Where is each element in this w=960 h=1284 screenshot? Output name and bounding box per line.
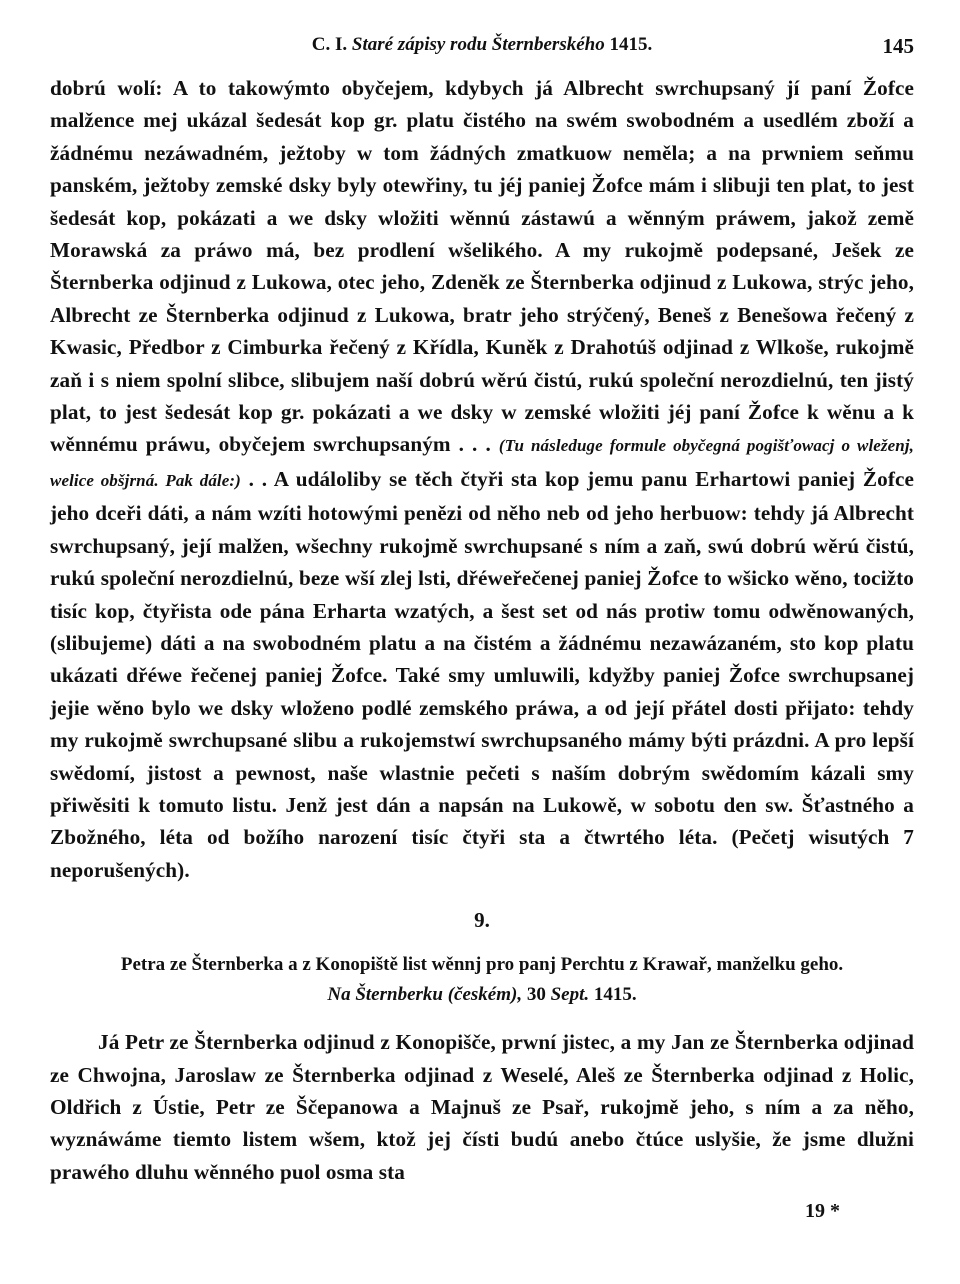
section-number: 9. xyxy=(474,908,490,933)
page xyxy=(50,34,914,1188)
header-title xyxy=(50,34,914,56)
dateline-day: 30 xyxy=(526,984,546,1006)
text-part-2: . . A událoliby se těch čtyři sta kop jemu panu Erhartowi paniej Žofce jeho dceři dáti, a nám wzíti hotowými penězi od něho neb od jeho herbuow: tehdy já Albrecht swrchupsaný, její malžen, wšechny rukojmě swrchupsané s ním a zaň, swú dobrú wěrú čistú, rukú společní nerozdielnú, beze wší zlej lsti, dřéweřečenej paniej Žofce to wšicko wěno, tocižto tisíc kop, čtyřista ode pána Erharta wzatých, a šest set od nás protiw tomu odwěnowaných, (slibujeme) dáti a na swobodném platu a na čistém a žádnému nezawázaném, sto kop platu ukázati dřéwe řečenej paniej Žofce. Také smy umluwili, kdyžby paniej Žofce swrchupsanej jejie wěno bylo we dsky wloženo podlé zemského práwa, a od její přátel dosti přijato: tehdy my rukojmě swrchupsané slibu a rukojemstwí swrchupsaného mámy býti prázdni. A pro lepší swědomí, jistost a pewnost, naše wlastnie pečeti s naším dobrým swědomím kázali smy přiwěsiti k tomuto listu. Jenž jest dán a napsán na Lukowě, w sobotu den sw. Šťastného a Zbožného, léta od božího narození tisíc čtyři sta a čtwrtého léta. (Pečetj wisutých 7 neporušených). xyxy=(50,466,914,882)
header-year: 1415. xyxy=(609,34,653,55)
document-text: Já Petr ze Šternberka odjinud z Konopišče, prwní jistec, a my Jan ze Šternberka odjinad ze Chwojna, Jaroslaw ze Šternberka odjinad z Weselé, Aleš ze Šternberka odjinad z Holic, Oldřich z Ústie, Petr ze Ščepanowa a Majnuš ze Psař, rukojmě jeho, s ním a za něho, wyznáwáme tiemto listem wšem, ktož jej čísti budú anebo čtúce uslyšie, že jsme dlužni prawého dluhu wěnného puol osma sta xyxy=(50,1030,914,1184)
signature-mark: 19 * xyxy=(805,1200,840,1222)
paragraph xyxy=(50,72,914,886)
document-title: Petra ze Šternberka a z Konopiště list wěnnj pro panj Perchtu z Krawař, manželku geho. xyxy=(120,954,844,976)
dateline-place: Na Šternberku (českém), xyxy=(327,984,523,1006)
document-dateline xyxy=(50,980,914,1010)
dateline-year: 1415. xyxy=(593,984,637,1006)
page-number: 145 xyxy=(882,34,914,58)
header-title-italic: Staré zápisy rodu Šternberského xyxy=(351,34,605,55)
editorial-note: (Tu následuge formule obyčegná pogišťowacj o wleženj, welice obšjrná. Pak dále:) xyxy=(50,436,915,490)
header-prefix: C. I. xyxy=(311,34,348,55)
text-part-1: dobrú wolí: A to takowýmto obyčejem, kdybych já Albrecht swrchupsaný jí paní Žofce malžence mej ukázal šedesát kop gr. platu čistého na swém swobodném a usedlém zboží a žádnému nezáwadném, ježtoby w tom žádných zmatkuow neměla; a na prwniem seňmu panském, ježtoby zemské dsky byly otewřiny, tu jéj paniej Žofce mám i slibuji ten plat, to jest šedesát kop, pokázati a we dsky wložiti wěnnú zástawú a wěnným práwem, jakož země Morawská za práwo má, bez prodlení wšelikého. A my rukojmě podepsané, Ješek ze Šternberka odjinud z Lukowa, otec jeho, Zdeněk ze Šternberka odjinud z Lukowa, strýc jeho, Albrecht ze Šternberka odjinud z Lukowa, bratr jeho strýčený, Beneš z Benešowa řečený z Kwasic, Předbor z Cimburka řečený z Křídla, Kuněk z Drahotúš odjinad z Wlkoše, rukojmě zaň i s niem spolní slibce, slibujem naší dobrú wěrú čistú, rukú společní nerozdielnú, ten jistý plat, to jest šedesát kop gr. pokázati a we dsky w zemské wložiti jéj paní Žofce k wěnu a k wěnnému práwu, obyčejem swrchupsaným . . . xyxy=(50,76,914,457)
running-header xyxy=(50,34,914,72)
main-text xyxy=(50,72,914,886)
dateline-month: Sept. xyxy=(550,984,590,1006)
